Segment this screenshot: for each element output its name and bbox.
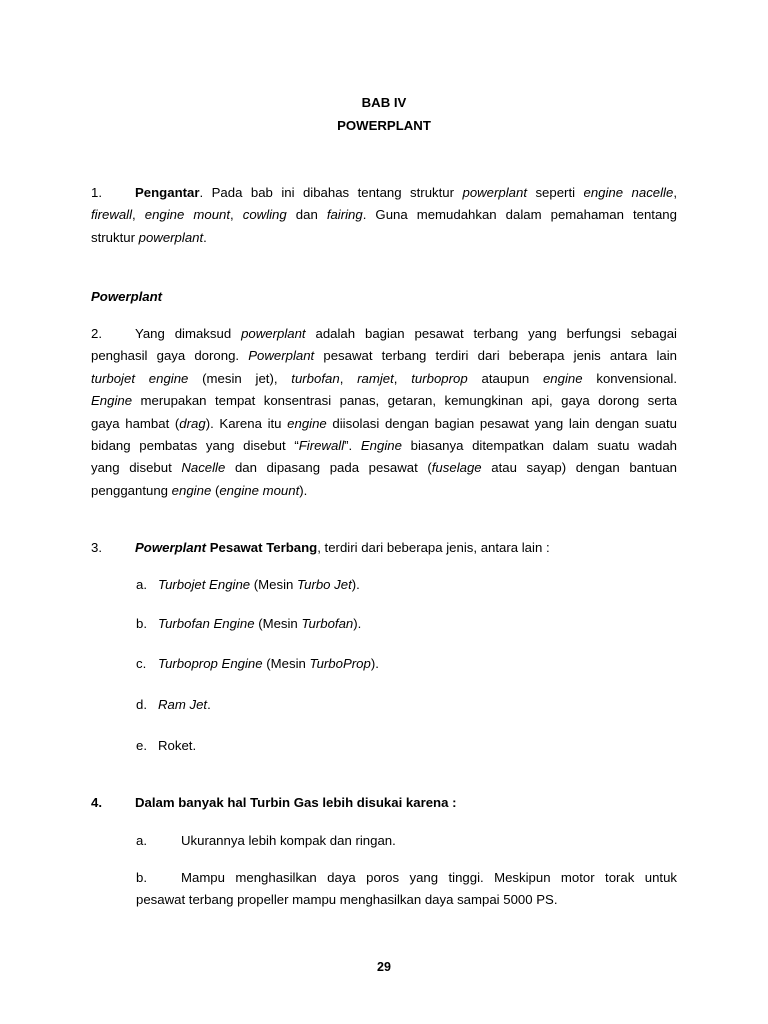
list-item: d. Ram Jet.	[136, 697, 211, 712]
paragraph-1-heading: Pengantar	[135, 185, 200, 200]
paragraph-4-heading: 4. Dalam banyak hal Turbin Gas lebih disukai karena :	[91, 795, 457, 810]
list-item: c. Turboprop Engine (Mesin TurboProp).	[136, 656, 379, 671]
paragraph-2: 2. Yang dimaksud powerplant adalah bagian pesawat terbang yang berfungsi sebagai penghasil gaya dorong. Powerplant pesawat terbang terdiri dari beberapa jenis antara lain turbojet engine (mesin jet), turbofan, ramjet, turboprop ataupun engine konvensional. Engine merupakan tempat konsentrasi panas, getaran, kemungkinan api, gaya dorong serta gaya hambat (drag). Karena itu engine diisolasi dengan bagian pesawat yang lain dengan suatu bidang pembatas yang disebut “Firewall”. Engine biasanya ditempatkan dalam suatu wadah yang disebut Nacelle dan dipasang pada pesawat (fuselage atau sayap) dengan bantuan penggantung engine (engine mount).	[91, 326, 677, 498]
paragraph-4-item-b: b. Mampu menghasilkan daya poros yang tinggi. Meskipun motor torak untuk pesawat terbang propeller mampu menghasilkan daya sampai 5000 PS.	[136, 870, 677, 908]
paragraph-3-intro: 3. Powerplant Pesawat Terbang, terdiri dari beberapa jenis, antara lain :	[91, 540, 550, 555]
paragraph-1-line-1: 1. Pengantar. Pada bab ini dibahas tentang struktur powerplant seperti engine nacelle,	[91, 185, 677, 200]
list-item: e. Roket.	[136, 738, 197, 753]
chapter-title: POWERPLANT	[337, 118, 431, 133]
paragraph-1-line-3: struktur powerplant.	[91, 229, 207, 245]
section-heading: Powerplant	[91, 289, 163, 304]
list-item: a. Ukurannya lebih kompak dan ringan.	[136, 833, 396, 848]
chapter-label: BAB IV	[361, 95, 407, 110]
paragraph-1	[91, 182, 677, 249]
paragraph-1-line-2: firewall, engine mount, cowling dan fairing. Guna memudahkan dalam pemahaman tentang	[91, 207, 677, 223]
page-number: 29	[377, 960, 391, 974]
list-item: a. Turbojet Engine (Mesin Turbo Jet).	[136, 577, 360, 592]
list-item: b. Turbofan Engine (Mesin Turbofan).	[136, 616, 362, 631]
